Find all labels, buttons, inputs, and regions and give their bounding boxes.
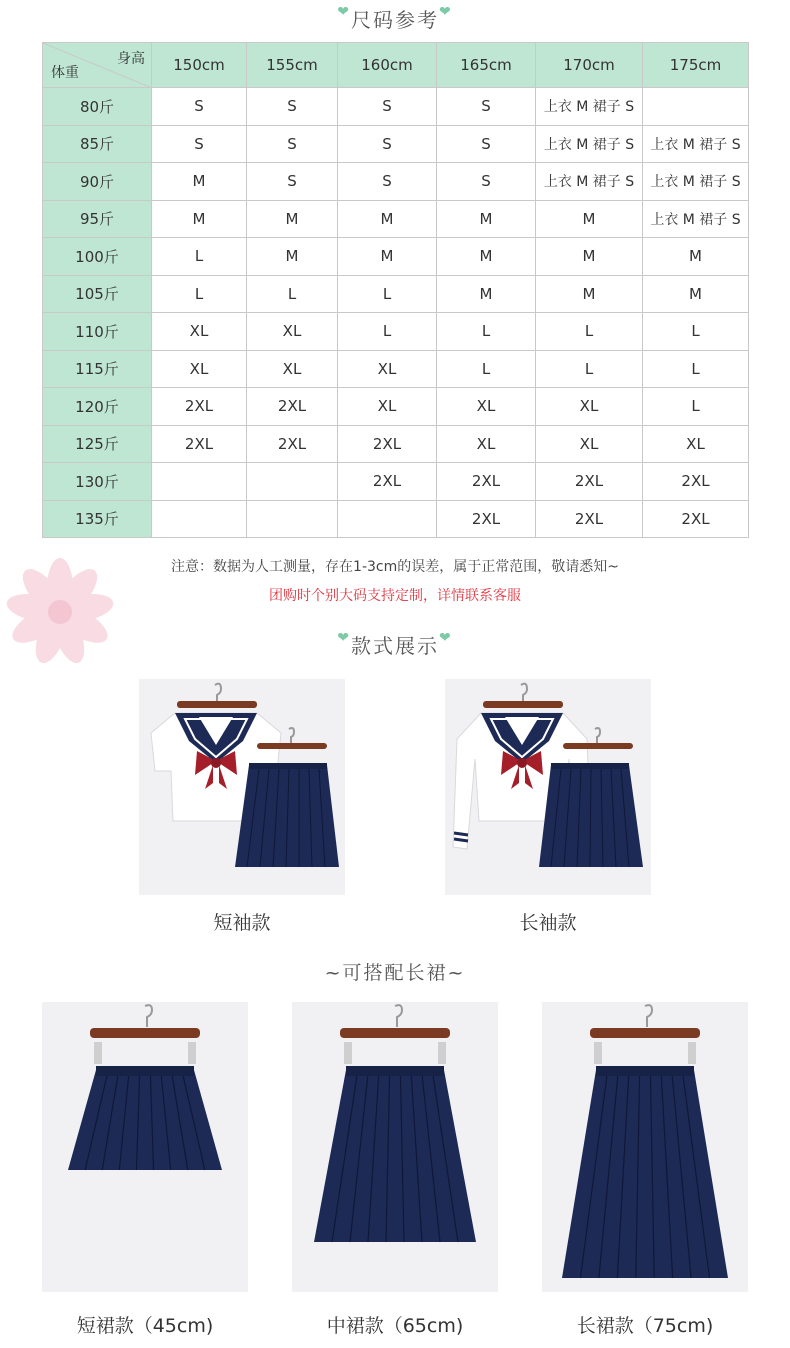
size-cell (338, 500, 437, 538)
size-cell: M (247, 200, 338, 238)
size-cell: M (437, 275, 536, 313)
size-cell: XL (437, 425, 536, 463)
size-cell: M (152, 163, 247, 201)
size-cell: 2XL (536, 463, 643, 501)
size-cell: M (536, 275, 643, 313)
table-row (43, 238, 749, 276)
heart-icon: ❤ (439, 630, 453, 646)
short-skirt-caption: 短裙款（45cm) (76, 1315, 214, 1337)
size-cell (152, 463, 247, 501)
size-cell (152, 500, 247, 538)
size-chart-title-text: 尺码参考 (351, 8, 439, 32)
weight-cell: 110斤 (43, 313, 152, 351)
size-cell: S (247, 163, 338, 201)
size-cell: 2XL (536, 500, 643, 538)
table-row (43, 350, 749, 388)
table-row (43, 463, 749, 501)
size-cell: M (437, 200, 536, 238)
short-sleeve-caption: 短袖款 (213, 912, 271, 934)
size-cell: 上衣 M 裙子 S (643, 163, 749, 201)
corner-height-label: 身高 (117, 51, 145, 67)
size-cell (247, 463, 338, 501)
size-cell: 2XL (338, 425, 437, 463)
corner-weight-label: 体重 (51, 65, 79, 81)
size-table-body (43, 88, 749, 538)
table-row (43, 163, 749, 201)
weight-cell: 120斤 (43, 388, 152, 426)
heart-icon: ❤ (337, 630, 351, 646)
size-cell: 2XL (338, 463, 437, 501)
height-header: 165cm (437, 43, 536, 88)
size-cell: M (338, 238, 437, 276)
size-cell: 上衣 M 裙子 S (643, 200, 749, 238)
weight-cell: 115斤 (43, 350, 152, 388)
size-cell: 上衣 M 裙子 S (643, 125, 749, 163)
weight-cell: 130斤 (43, 463, 152, 501)
size-cell: L (643, 313, 749, 351)
size-cell: XL (338, 350, 437, 388)
size-cell: S (338, 163, 437, 201)
long-skirt-caption: 长裙款（75cm) (576, 1315, 714, 1337)
table-row (43, 500, 749, 538)
medium-skirt-caption: 中裙款（65cm) (326, 1315, 464, 1337)
size-cell: 上衣 M 裙子 S (536, 88, 643, 126)
size-cell: L (338, 275, 437, 313)
style-display-title-text: 款式展示 (351, 634, 439, 658)
size-cell: XL (152, 350, 247, 388)
skirt-options-title: ~可搭配长裙~ (324, 962, 466, 984)
size-cell: 2XL (152, 388, 247, 426)
skirt-image (542, 1002, 748, 1292)
height-header: 170cm (536, 43, 643, 88)
size-cell: L (536, 313, 643, 351)
size-cell (643, 88, 749, 126)
skirt-photo (292, 1002, 498, 1292)
group-order-note: 团购时个别大码支持定制，详情联系客服 (269, 588, 521, 604)
size-cell: 上衣 M 裙子 S (536, 125, 643, 163)
weight-cell: 85斤 (43, 125, 152, 163)
size-cell: M (536, 200, 643, 238)
weight-cell: 135斤 (43, 500, 152, 538)
size-cell: M (247, 238, 338, 276)
size-cell: XL (437, 388, 536, 426)
heart-icon: ❤ (337, 4, 351, 20)
size-table (42, 42, 749, 538)
size-cell: L (437, 313, 536, 351)
long-sleeve-caption: 长袖款 (519, 912, 577, 934)
size-cell: S (152, 125, 247, 163)
height-header: 160cm (338, 43, 437, 88)
size-cell: 2XL (643, 463, 749, 501)
weight-cell: 105斤 (43, 275, 152, 313)
size-cell: M (536, 238, 643, 276)
size-cell: XL (338, 388, 437, 426)
size-cell: L (437, 350, 536, 388)
table-row (43, 425, 749, 463)
uniform-image (445, 679, 651, 895)
skirt-image (42, 1002, 248, 1292)
size-cell: S (437, 125, 536, 163)
weight-cell: 80斤 (43, 88, 152, 126)
table-row (43, 88, 749, 126)
size-cell: S (152, 88, 247, 126)
height-header: 175cm (643, 43, 749, 88)
size-cell: S (247, 125, 338, 163)
size-chart-title (0, 4, 790, 33)
size-cell: L (536, 350, 643, 388)
size-cell: XL (536, 388, 643, 426)
size-cell: L (247, 275, 338, 313)
table-header-row (43, 43, 749, 88)
size-cell: L (643, 388, 749, 426)
table-corner-cell (43, 43, 152, 88)
long-sleeve-photo (445, 679, 651, 895)
size-cell: 2XL (152, 425, 247, 463)
size-cell: L (152, 275, 247, 313)
table-row (43, 125, 749, 163)
size-cell: XL (536, 425, 643, 463)
size-cell: M (643, 238, 749, 276)
table-row (43, 313, 749, 351)
size-cell (247, 500, 338, 538)
size-cell: 2XL (643, 500, 749, 538)
measure-note: 注意：数据为人工测量，存在1-3cm的误差，属于正常范围，敬请悉知~ (171, 559, 619, 575)
size-cell: M (437, 238, 536, 276)
size-cell: M (338, 200, 437, 238)
uniform-image (139, 679, 345, 895)
size-cell: XL (247, 313, 338, 351)
weight-cell: 100斤 (43, 238, 152, 276)
size-cell: XL (247, 350, 338, 388)
size-cell: 2XL (247, 425, 338, 463)
table-row (43, 388, 749, 426)
weight-cell: 125斤 (43, 425, 152, 463)
size-cell: 2XL (437, 500, 536, 538)
size-cell: XL (152, 313, 247, 351)
style-display-title (0, 630, 790, 659)
size-cell: 2XL (437, 463, 536, 501)
height-header: 155cm (247, 43, 338, 88)
skirt-photo (542, 1002, 748, 1292)
size-cell: 上衣 M 裙子 S (536, 163, 643, 201)
weight-cell: 95斤 (43, 200, 152, 238)
short-sleeve-photo (139, 679, 345, 895)
size-cell: S (338, 88, 437, 126)
size-cell: M (643, 275, 749, 313)
height-header: 150cm (152, 43, 247, 88)
heart-icon: ❤ (439, 4, 453, 20)
size-cell: S (338, 125, 437, 163)
size-cell: XL (643, 425, 749, 463)
size-cell: L (643, 350, 749, 388)
skirt-image (292, 1002, 498, 1292)
weight-cell: 90斤 (43, 163, 152, 201)
size-cell: S (437, 163, 536, 201)
skirt-photo (42, 1002, 248, 1292)
size-cell: L (152, 238, 247, 276)
size-cell: S (247, 88, 338, 126)
size-cell: M (152, 200, 247, 238)
size-cell: 2XL (247, 388, 338, 426)
size-cell: S (437, 88, 536, 126)
size-cell: L (338, 313, 437, 351)
table-row (43, 200, 749, 238)
table-row (43, 275, 749, 313)
